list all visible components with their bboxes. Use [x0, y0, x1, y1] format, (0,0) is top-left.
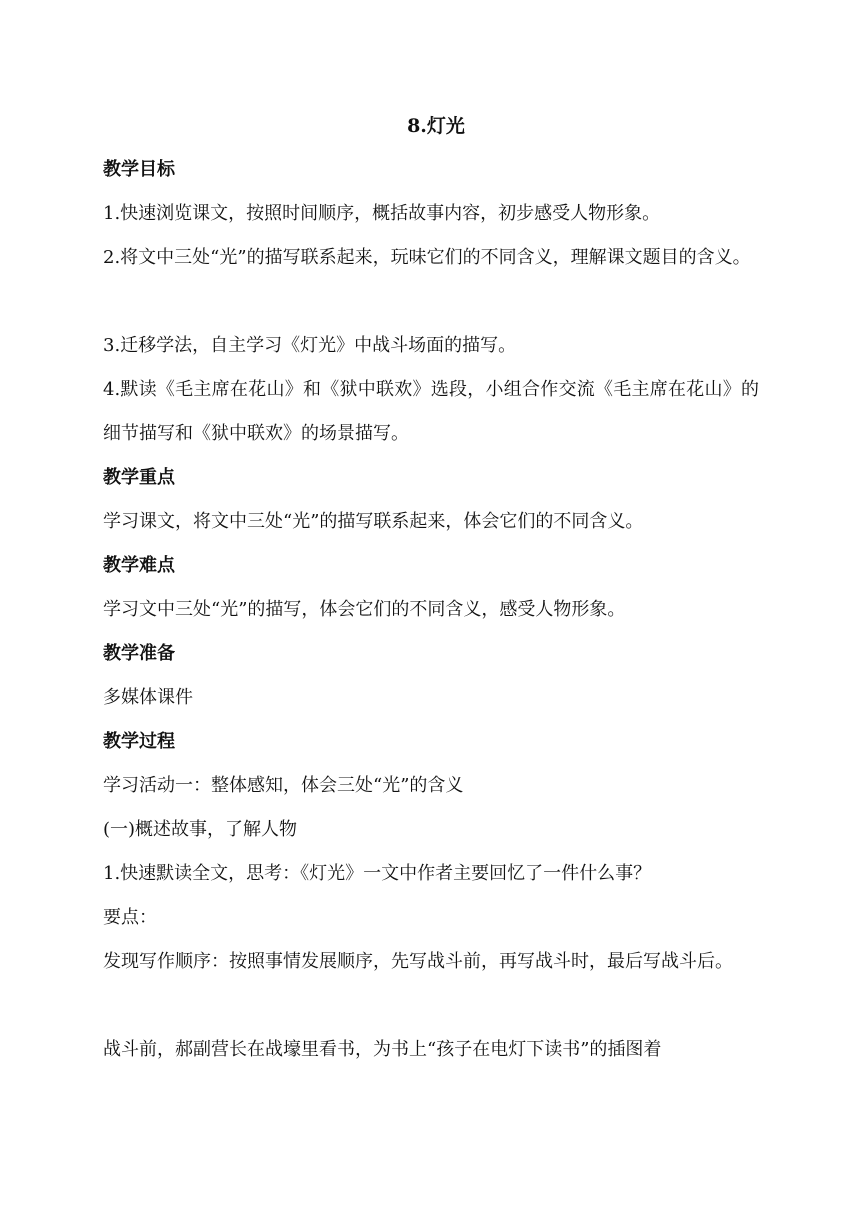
before-battle-text: 战斗前，郝副营长在战壕里看书，为书上“孩子在电灯下读书”的插图着 [103, 1039, 662, 1060]
difficulties-heading: 教学难点 [103, 555, 175, 576]
key-points-heading: 教学重点 [103, 467, 175, 488]
objective-item-2: 2.将文中三处“光”的描写联系起来，玩味它们的不同含义，理解课文题目的含义。 [103, 247, 751, 268]
writing-order-text: 发现写作顺序：按照事情发展顺序，先写战斗前，再写战斗时，最后写战斗后。 [103, 951, 733, 972]
key-points-text: 学习课文，将文中三处“光”的描写联系起来，体会它们的不同含义。 [103, 511, 644, 532]
objective-item-4: 4.默读《毛主席在花山》和《狱中联欢》选段，小组合作交流《毛主席在花山》的细节描写和《狱中联欢》的场景描写。 [103, 379, 759, 444]
part-one-text: (一)概述故事，了解人物 [103, 819, 298, 840]
objective-item-1: 1.快速浏览课文，按照时间顺序，概括故事内容，初步感受人物形象。 [103, 203, 661, 224]
document-title: 8.灯光 [407, 115, 465, 137]
preparation-text: 多媒体课件 [103, 687, 193, 708]
difficulties-text: 学习文中三处“光”的描写，体会它们的不同含义，感受人物形象。 [103, 599, 626, 620]
key-label-text: 要点： [103, 907, 157, 928]
preparation-heading: 教学准备 [103, 643, 175, 664]
objective-item-3: 3.迁移学法，自主学习《灯光》中战斗场面的描写。 [103, 335, 517, 356]
question-one-text: 1.快速默读全文，思考：《灯光》一文中作者主要回忆了一件什么事？ [103, 863, 652, 884]
activity-one-text: 学习活动一：整体感知，体会三处“光”的含义 [103, 775, 464, 796]
document-body [103, 104, 759, 1072]
process-heading: 教学过程 [103, 731, 175, 752]
objectives-heading: 教学目标 [103, 159, 175, 180]
